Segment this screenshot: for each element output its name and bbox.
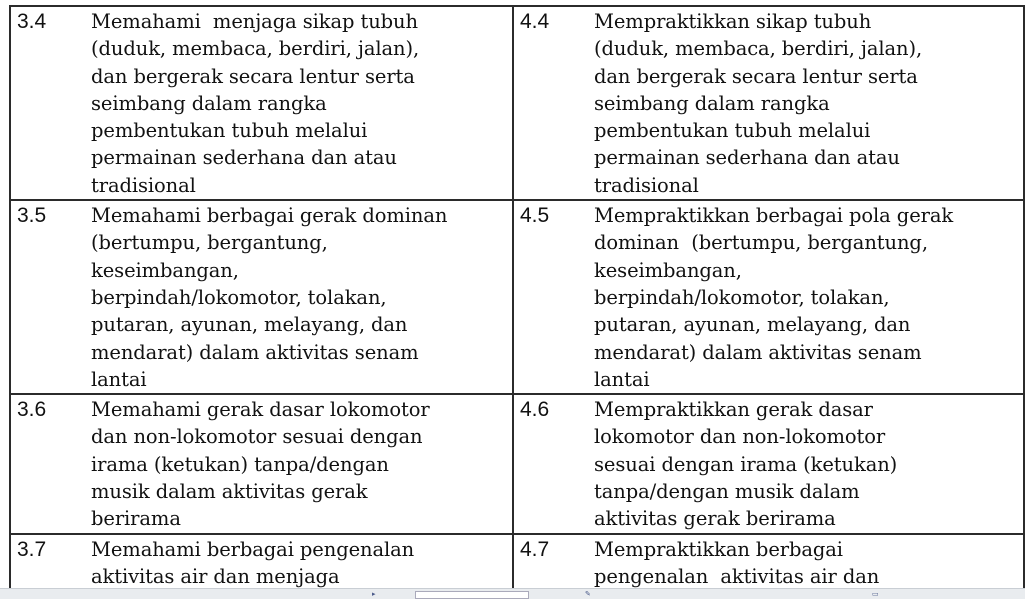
competency-text: Memahami gerak dasar lokomotor dan non-lokomotor sesuai dengan irama (ketukan) tanpa/dengan musik dalam aktivitas gerak berirama bbox=[91, 398, 430, 531]
competency-number: 3.6 bbox=[17, 398, 47, 422]
competency-number: 3.4 bbox=[17, 10, 47, 33]
table-cell-right bbox=[513, 200, 1024, 394]
competency-number: 3.7 bbox=[17, 537, 47, 561]
competency-text: Mempraktikkan berbagai pengenalan aktivitas air dan bbox=[594, 537, 880, 588]
edit-icon[interactable]: ✎ bbox=[585, 590, 591, 598]
competency-number: 4.6 bbox=[520, 398, 550, 422]
table-row bbox=[10, 394, 1024, 533]
layout-icon[interactable]: ▭ bbox=[872, 590, 879, 598]
competency-text: Mempraktikkan berbagai pola gerak dominan (bertumpu, bergantung, keseimbangan, berpindah/lokomotor, tolakan, putaran, ayunan, melayang, dan mendarat) dalam aktivitas senam lantai bbox=[594, 204, 954, 391]
competency-number: 3.5 bbox=[17, 204, 47, 228]
view-icon[interactable]: ▸ bbox=[372, 590, 376, 598]
table-cell-left bbox=[10, 200, 513, 394]
competency-number: 4.7 bbox=[520, 537, 550, 561]
table-row bbox=[10, 200, 1024, 394]
table-cell-right bbox=[513, 394, 1024, 533]
competency-text: Memahami menjaga sikap tubuh (duduk, membaca, berdiri, jalan), dan bergerak secara lentur serta seimbang dalam rangka pembentukan tubuh melalui permainan sederhana dan atau tradisional bbox=[91, 10, 420, 197]
competency-text: Memahami berbagai gerak dominan (bertumpu, bergantung, keseimbangan, berpindah/lokomotor, tolakan, putaran, ayunan, melayang, dan mendarat) dalam aktivitas senam lantai bbox=[91, 204, 448, 391]
table-cell-right bbox=[513, 6, 1024, 200]
competency-number: 4.4 bbox=[520, 10, 550, 33]
competency-text: Memahami berbagai pengenalan aktivitas air dan menjaga bbox=[91, 537, 415, 588]
competency-table bbox=[9, 5, 1025, 598]
competency-number: 4.5 bbox=[520, 204, 550, 228]
competency-text: Mempraktikkan gerak dasar lokomotor dan non-lokomotor sesuai dengan irama (ketukan) tanpa/dengan musik dalam aktivitas gerak berirama bbox=[594, 398, 898, 531]
table-cell-left bbox=[10, 394, 513, 533]
table-cell-left bbox=[10, 6, 513, 200]
competency-text: Mempraktikkan sikap tubuh (duduk, membaca, berdiri, jalan), dan bergerak secara lentur serta seimbang dalam rangka pembentukan tubuh melalui permainan sederhana dan atau tradisional bbox=[594, 10, 923, 197]
table-row bbox=[10, 6, 1024, 200]
